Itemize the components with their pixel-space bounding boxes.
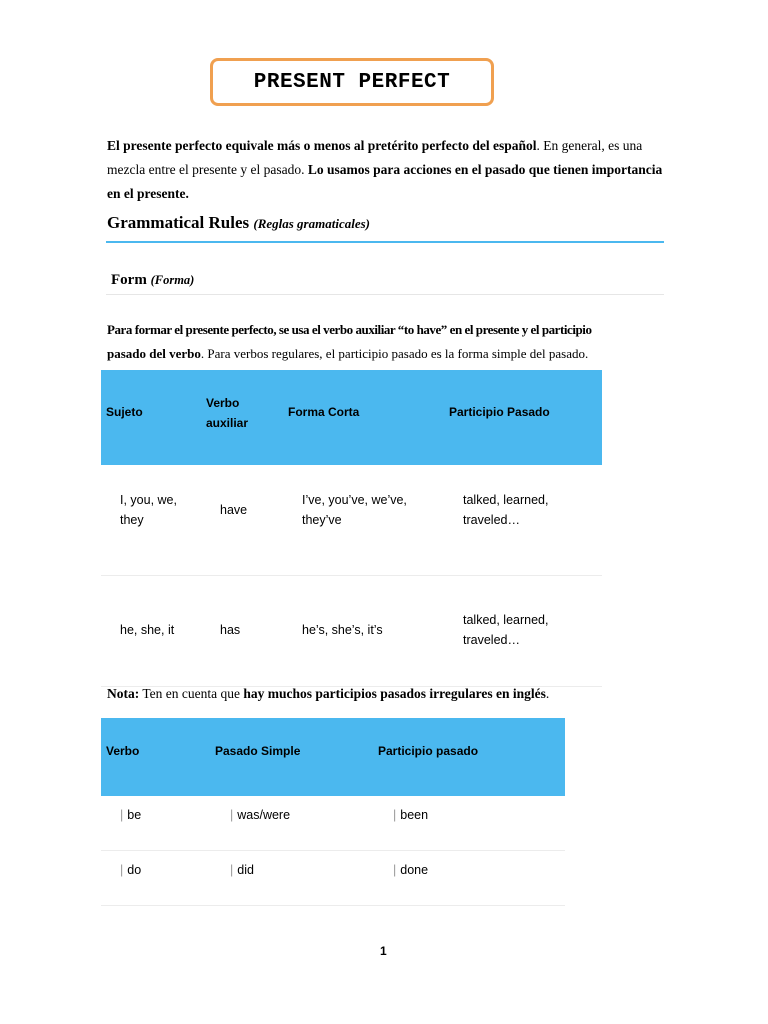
intro-bold-2: Lo usamos para acciones en el pasado que tienen importancia en el presente. xyxy=(107,162,663,201)
note-line xyxy=(107,686,549,702)
intro-text-1: . En general, es una mezcla entre el presente y el pasado. xyxy=(107,138,643,177)
cell-past-participle: | done xyxy=(393,863,429,877)
cell-participle: talked, learned, traveled… xyxy=(463,613,549,647)
cell-verb: | do xyxy=(120,863,142,877)
table-row xyxy=(101,796,565,851)
cell-verb: | be xyxy=(120,808,142,822)
conjugation-table-header xyxy=(101,370,602,465)
header-verbo: Verbo xyxy=(106,744,140,758)
form-paragraph-bold-2: pasado del verbo xyxy=(107,346,201,361)
table-row xyxy=(101,851,565,906)
cell-participle: talked, learned, traveled… xyxy=(463,493,549,527)
section-divider xyxy=(106,241,664,243)
irregular-verbs-table xyxy=(101,718,565,906)
cell-past-participle-text: been xyxy=(400,808,429,822)
cell-past-simple-text: did xyxy=(237,863,254,877)
title-box xyxy=(210,58,494,106)
note-label: Nota: xyxy=(107,686,140,701)
cell-short-form: I’ve, you’ve, we’ve, they’ve xyxy=(302,493,407,527)
cell-verb-text: be xyxy=(127,808,142,822)
header-verbo-auxiliar: Verbo auxiliar xyxy=(206,396,249,430)
form-paragraph xyxy=(107,318,667,366)
intro-bold-1: El presente perfecto equivale más o menos al pretérito perfecto del español xyxy=(107,138,537,153)
intro-paragraph xyxy=(107,134,667,206)
form-paragraph-text: . Para verbos regulares, el participio pasado es la forma simple del pasado. xyxy=(200,346,589,361)
grammatical-rules-heading xyxy=(107,213,370,233)
cell-past-simple: | was/were xyxy=(230,808,291,822)
table-row xyxy=(101,576,602,687)
form-subtitle: (Forma) xyxy=(150,273,195,287)
note-text: Ten en cuenta que xyxy=(139,686,244,701)
cell-past-participle-text: done xyxy=(400,863,429,877)
grammatical-rules-title: Grammatical Rules xyxy=(107,213,250,232)
header-sujeto: Sujeto xyxy=(106,405,143,419)
cell-past-simple-text: was/were xyxy=(237,808,291,822)
note-end: . xyxy=(545,686,550,701)
page-title: PRESENT PERFECT xyxy=(253,70,451,94)
form-paragraph-bold: Para formar el presente perfecto, se usa el verbo auxiliar “to have” en el presente y el participio xyxy=(107,322,592,337)
header-participio-pasado: Participio pasado xyxy=(378,744,479,758)
subsection-divider xyxy=(106,294,664,295)
page-number: 1 xyxy=(380,944,387,958)
conjugation-table xyxy=(101,370,602,687)
irregular-verbs-table-header xyxy=(101,718,565,796)
note-bold: hay muchos participios pasados irregulares en inglés xyxy=(243,686,546,701)
grammatical-rules-subtitle: (Reglas gramaticales) xyxy=(253,216,370,231)
header-forma-corta: Forma Corta xyxy=(288,405,360,419)
header-participio-pasado: Participio Pasado xyxy=(449,405,550,419)
table-row xyxy=(101,465,602,576)
cell-subject: he, she, it xyxy=(120,623,175,637)
form-title: Form xyxy=(111,272,147,288)
cell-auxiliary: has xyxy=(220,623,241,637)
form-heading xyxy=(111,272,194,289)
cell-subject: I, you, we, they xyxy=(120,493,177,527)
cell-auxiliary: have xyxy=(220,503,248,517)
cell-verb-text: do xyxy=(127,863,142,877)
cell-past-simple: | did xyxy=(230,863,254,877)
cell-past-participle: | been xyxy=(393,808,429,822)
header-pasado-simple: Pasado Simple xyxy=(215,744,301,758)
cell-short-form: he’s, she’s, it’s xyxy=(302,623,383,637)
